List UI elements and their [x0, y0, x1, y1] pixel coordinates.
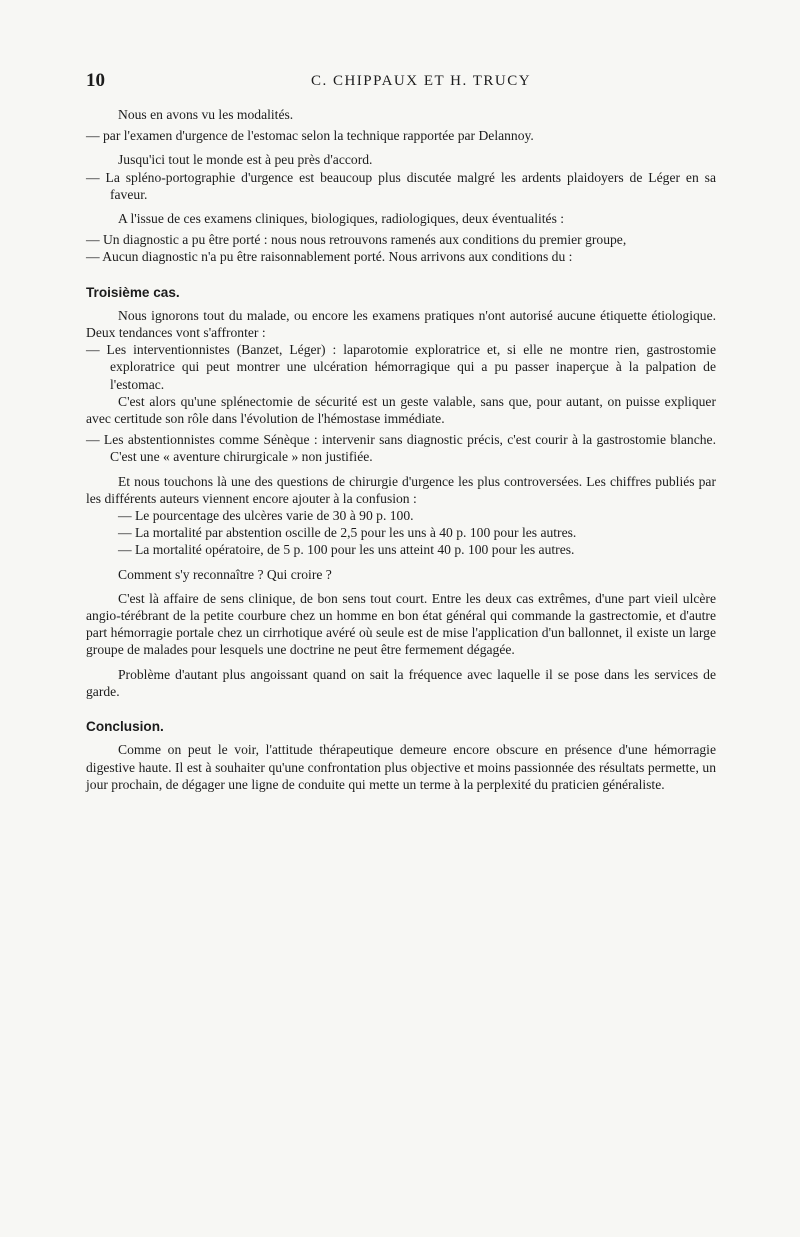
list-item: — La mortalité opératoire, de 5 p. 100 pour les uns atteint 40 p. 100 pour les autres.	[118, 542, 575, 558]
body-text	[86, 106, 716, 793]
paragraph: — Les interventionnistes (Banzet, Léger) : laparotomie exploratrice et, si elle ne montre rien, gastrostomie exploratrice qui peut montrer une ulcération hémorragique qui a pu passer inaperçue à la palpation de l'estomac.	[86, 342, 716, 392]
paragraph: — Les abstentionnistes comme Sénèque : intervenir sans diagnostic précis, c'est courir à la gastrostomie blanche. C'est une « aventure chirurgicale » non justifiée.	[86, 432, 716, 465]
paragraph: A l'issue de ces examens cliniques, biologiques, radiologiques, deux éventualités :	[118, 211, 565, 227]
paragraph: Jusqu'ici tout le monde est à peu près d'accord.	[118, 152, 373, 168]
paragraph: Problème d'autant plus angoissant quand on sait la fréquence avec laquelle il se pose dans les services de garde.	[86, 666, 716, 699]
paragraph: Nous ignorons tout du malade, ou encore les examens pratiques n'ont autorisé aucune étiquette étiologique. Deux tendances vont s'affronter :	[86, 307, 716, 341]
section-heading-conclusion: Conclusion.	[86, 719, 164, 735]
paragraph: — Aucun diagnostic n'a pu être raisonnablement porté. Nous arrivons aux conditions du :	[86, 249, 573, 265]
section-heading-troisieme-cas: Troisième cas.	[86, 284, 180, 300]
list-item: — Le pourcentage des ulcères varie de 30 à 90 p. 100.	[118, 508, 414, 524]
paragraph: Nous en avons vu les modalités.	[118, 107, 294, 122]
running-title: C. CHIPPAUX ET H. TRUCY	[310, 73, 532, 89]
paragraph: Et nous touchons là une des questions de chirurgie d'urgence les plus controversées. Les chiffres publiés par les différents auteurs viennent encore ajouter à la confusion :	[86, 473, 716, 506]
list-item: — La mortalité par abstention oscille de 2,5 pour les uns à 40 p. 100 pour les autres.	[118, 525, 577, 541]
paragraph: Comment s'y reconnaître ? Qui croire ?	[118, 566, 332, 582]
paragraph: Comme on peut le voir, l'attitude thérapeutique demeure encore obscure en présence d'une hémorragie digestive haute. Il est à souhaiter qu'une confrontation plus objective et moins passionnée des résultats permette, un jour prochain, de dégager une ligne de conduite qui mette un terme à la perplexité du praticien généraliste.	[86, 742, 716, 792]
paragraph: — La spléno-portographie d'urgence est beaucoup plus discutée malgré les ardents plaidoyers de Léger en sa faveur.	[86, 169, 716, 202]
paragraph: — Un diagnostic a pu être porté : nous nous retrouvons ramenés aux conditions du premier groupe,	[86, 232, 627, 248]
page-header	[86, 70, 716, 94]
paragraph: C'est alors qu'une splénectomie de sécurité est un geste valable, sans que, pour autant, on puisse expliquer avec certitude son rôle dans l'évolution de l'hémostase immédiate.	[86, 393, 716, 427]
paragraph: C'est là affaire de sens clinique, de bon sens tout court. Entre les deux cas extrêmes, d'une part vieil ulcère angio-térébrant de la petite courbure chez un homme en bon état général qui commande la gastrectomie, et d'autre part hémorragie portale chez un cirrhotique avéré où seule est de mise l'application d'un ballonnet, il existe un large groupe de malades pour lesquels une doctrine ne peut être fermement dégagée.	[86, 590, 716, 658]
page-number: 10	[86, 70, 105, 91]
paragraph: — par l'examen d'urgence de l'estomac selon la technique rapportée par Delannoy.	[86, 128, 534, 144]
